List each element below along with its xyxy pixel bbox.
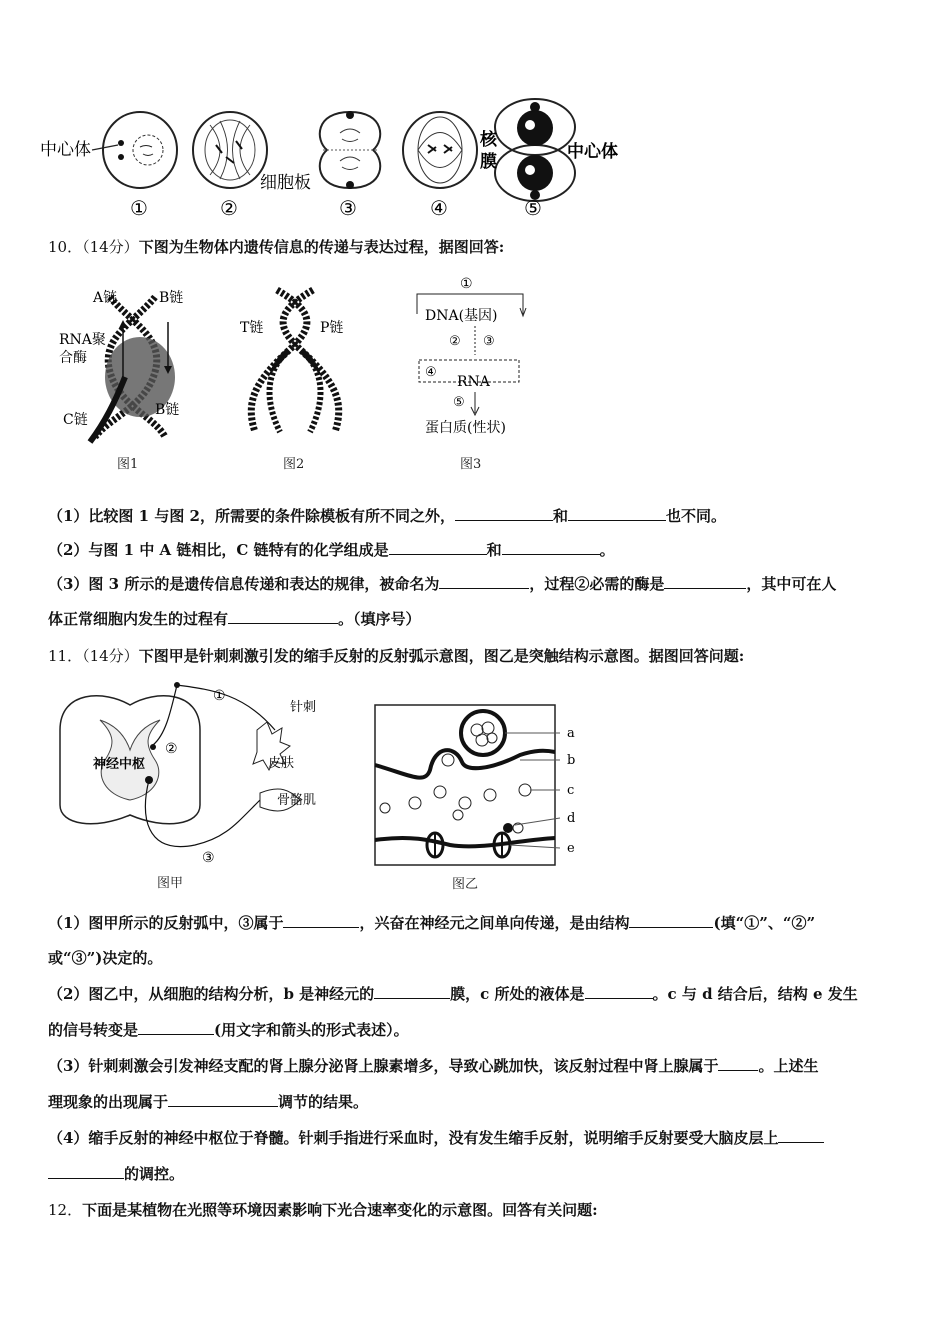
figB-a: a <box>567 726 575 741</box>
fig3-rna: RNA <box>457 374 490 390</box>
cell-4 <box>403 112 477 188</box>
q11-stem-text: 下图甲是针刺刺激引发的缩手反射的反射弧示意图，图乙是突触结构示意图。据图回答问题: <box>138 647 745 665</box>
q11-sub2-blank-2[interactable] <box>585 984 653 999</box>
q11-sub4-line1 <box>48 1127 824 1148</box>
q11-sub2-text-e: (用文字和箭头的形式表述）。 <box>214 1021 409 1039</box>
q11-sub2-blank-1[interactable] <box>374 984 450 999</box>
cell-1 <box>92 112 177 188</box>
q11-sub3-text-c: 理现象的出现属于 <box>48 1093 169 1111</box>
q11-sub1-blank-1[interactable] <box>283 913 359 928</box>
q11-sub1-text-c: (填“①”、“②” <box>713 914 816 932</box>
cell-3 <box>320 111 380 189</box>
q11-sub2-line2 <box>48 1019 409 1040</box>
q10-figure-2 <box>225 282 365 477</box>
q12-stem <box>48 1199 598 1220</box>
q11-sub4-blank-1a[interactable] <box>778 1128 824 1143</box>
q10-sub2-text-b: 和 <box>486 541 502 559</box>
fig3-n4: ④ <box>425 365 437 380</box>
fig1-rna-pol-1: RNA聚 <box>59 332 106 348</box>
q11-sub1-line1 <box>48 912 815 933</box>
fig3-n3: ③ <box>483 334 495 349</box>
q11-sub3-text-a: （3）针刺刺激会引发神经支配的肾上腺分泌肾上腺素增多，导致心跳加快，该反射过程中肾上腺属于 <box>48 1057 719 1075</box>
fig1-rna-pol-2: 合酶 <box>59 350 87 366</box>
fig3-caption: 图3 <box>460 457 482 472</box>
figA-muscle: 骨骼肌 <box>277 793 317 808</box>
cell-label-1: ① <box>130 196 148 220</box>
q10-sub1-blank-1[interactable] <box>455 506 553 521</box>
cell-5 <box>495 99 575 201</box>
q11-sub3-text-d: 调节的结果。 <box>278 1093 369 1111</box>
q11-sub4-line2 <box>48 1163 184 1184</box>
q11-sub2-text-a: （2）图乙中，从细胞的结构分析，b 是神经元的 <box>48 985 375 1003</box>
q10-sub3-blank-3[interactable] <box>228 609 338 624</box>
q10-score: （14分） <box>82 238 139 256</box>
q11-sub4-text-b: 的调控。 <box>124 1165 185 1183</box>
fig3-n5: ⑤ <box>453 395 465 410</box>
q10-sub2-blank-1[interactable] <box>389 540 487 555</box>
figA-n3: ③ <box>202 850 215 866</box>
q10-sub2 <box>48 539 615 560</box>
q10-sub2-blank-2[interactable] <box>502 540 600 555</box>
figA-needle: 针刺 <box>290 700 317 715</box>
figB-e: e <box>567 841 575 856</box>
figA-skin: 皮肤 <box>268 756 295 771</box>
fig2-p-chain: P链 <box>320 320 344 336</box>
q10-sub1-blank-2[interactable] <box>568 506 666 521</box>
q10-stem-text: 下图为生物体内遗传信息的传递与表达过程，据图回答: <box>138 238 505 256</box>
q10-number: 10． <box>48 238 83 256</box>
figA-n2: ② <box>165 741 178 757</box>
q11-figure-synapse <box>370 700 590 895</box>
cell-label-4: ④ <box>430 196 448 220</box>
q11-sub3-blank-1[interactable] <box>718 1056 758 1071</box>
q12-number: 12． <box>48 1201 83 1219</box>
q10-figure-3 <box>405 270 545 475</box>
q10-sub3-line2 <box>48 608 421 629</box>
fig1-b-chain-bottom: B链 <box>155 402 180 418</box>
fig3-n2: ② <box>449 334 461 349</box>
q11-sub3-line1 <box>48 1055 818 1076</box>
cell-division-figure <box>40 95 640 225</box>
cell-label-2: ② <box>220 196 238 220</box>
fig2-t-chain: T链 <box>240 320 264 336</box>
q10-sub1-text-a: （1）比较图 1 与图 2，所需要的条件除模板有所不同之外， <box>48 507 455 525</box>
q10-sub3-blank-1[interactable] <box>439 574 529 589</box>
q11-sub2-text-c: 。c 与 d 结合后，结构 e 发生 <box>652 985 858 1003</box>
cell-2 <box>193 112 267 188</box>
q11-sub1-text-b: ，兴奋在神经元之间单向传递，是由结构 <box>359 914 630 932</box>
figB-c: c <box>567 783 575 798</box>
figB-caption: 图乙 <box>452 877 479 892</box>
q11-sub2-blank-3[interactable] <box>138 1020 214 1035</box>
q11-stem <box>48 645 744 666</box>
q10-stem <box>48 236 504 257</box>
q11-sub1-text-a: （1）图甲所示的反射弧中，③属于 <box>48 914 284 932</box>
cell-label-5: ⑤ <box>524 196 542 220</box>
q10-sub1-text-c: 也不同。 <box>666 507 727 525</box>
q10-sub3-line1 <box>48 573 836 594</box>
q11-sub3-line2 <box>48 1091 368 1112</box>
q12-stem-text: 下面是某植物在光照等环境因素影响下光合速率变化的示意图。回答有关问题: <box>82 1201 598 1219</box>
q11-sub1-line2: 或“③”)决定的。 <box>48 949 163 967</box>
q11-sub4-text-a: （4）缩手反射的神经中枢位于脊髓。针刺手指进行采血时，没有发生缩手反射，说明缩手反射要受大脑皮层上 <box>48 1129 779 1147</box>
fig3-protein: 蛋白质(性状) <box>425 420 506 436</box>
q11-sub3-text-b: 。上述生 <box>758 1057 819 1075</box>
figA-n1: ① <box>213 688 226 704</box>
label-nuclear-membrane-1: 核 <box>480 130 497 150</box>
q11-score: （14分） <box>82 647 139 665</box>
cell-label-3: ③ <box>339 196 357 220</box>
q10-figure-1 <box>55 282 205 477</box>
q10-sub3-text-a: （3）图 3 所示的是遗传信息传递和表达的规律，被命名为 <box>48 575 440 593</box>
figA-caption: 图甲 <box>157 876 184 891</box>
q10-sub2-text-c: 。 <box>599 541 615 559</box>
q10-sub2-text-a: （2）与图 1 中 A 链相比，C 链特有的化学组成是 <box>48 541 389 559</box>
fig1-b-chain-top: B链 <box>159 290 184 306</box>
q10-sub3-text-b: ，过程②必需的酶是 <box>529 575 665 593</box>
fig1-caption: 图1 <box>117 457 139 472</box>
q10-sub3-text-d: 体正常细胞内发生的过程有 <box>48 610 229 628</box>
label-cell-plate: 细胞板 <box>260 173 311 193</box>
q11-sub2-line1 <box>48 983 858 1004</box>
q11-sub4-blank-1b[interactable] <box>48 1164 124 1179</box>
q10-sub3-text-c: ，其中可在人 <box>746 575 837 593</box>
q11-sub2-text-d: 的信号转变是 <box>48 1021 139 1039</box>
label-centrosome-right: 中心体 <box>567 142 618 162</box>
q11-sub3-blank-2[interactable] <box>168 1092 278 1107</box>
q11-sub1-blank-2[interactable] <box>629 913 713 928</box>
fig1-c-chain: C链 <box>63 412 88 428</box>
q11-sub2-text-b: 膜，c 所处的液体是 <box>450 985 585 1003</box>
fig3-n1: ① <box>460 276 473 292</box>
figB-d: d <box>567 811 576 826</box>
q10-sub3-text-e: 。（填序号） <box>338 610 421 628</box>
q11-figure-reflex-arc <box>45 675 345 895</box>
q10-sub1 <box>48 505 726 526</box>
q10-sub1-text-b: 和 <box>552 507 568 525</box>
figB-b: b <box>567 753 576 768</box>
q11-number: 11． <box>48 647 83 665</box>
figA-center: 神经中枢 <box>93 757 146 772</box>
q10-sub3-blank-2[interactable] <box>664 574 746 589</box>
label-nuclear-membrane-2: 膜 <box>480 152 497 172</box>
fig2-caption: 图2 <box>283 457 305 472</box>
fig1-a-chain: A链 <box>93 290 118 306</box>
fig3-dna: DNA(基因) <box>425 308 498 324</box>
label-centrosome-left: 中心体 <box>40 140 91 160</box>
